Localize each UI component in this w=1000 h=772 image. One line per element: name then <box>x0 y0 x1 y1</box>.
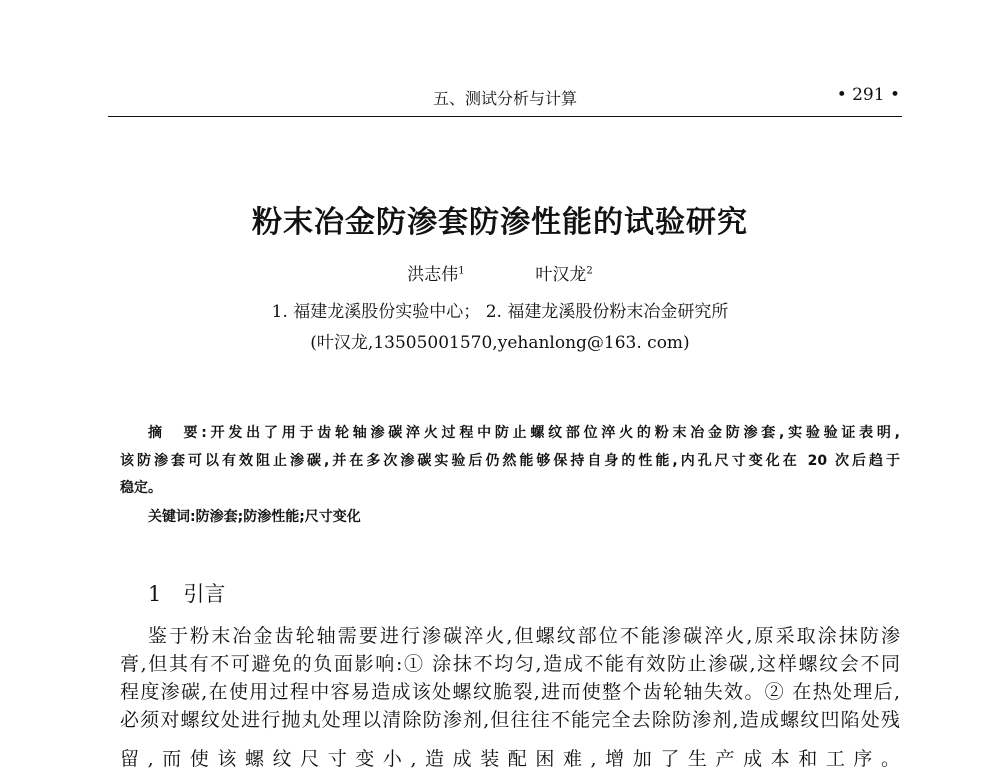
author-affil-mark: 2 <box>586 265 593 277</box>
abstract-line: 该防渗套可以有效阻止渗碳,并在多次渗碳实验后仍然能够保持自身的性能,内孔尺寸变化在 20 次后趋于 <box>120 453 900 469</box>
contact-info: (叶汉龙,13505001570,yehanlong@163. com) <box>310 333 690 353</box>
section-title: 引言 <box>183 582 226 606</box>
section-number: 1 <box>148 582 162 606</box>
section-heading <box>148 578 225 608</box>
author-affil-mark: 1 <box>458 265 465 277</box>
author-name: 洪志伟 <box>407 265 459 285</box>
body-line: 鉴于粉末冶金齿轮轴需要进行渗碳淬火,但螺纹部位不能渗碳淬火,原采取涂抹防渗 <box>148 625 900 647</box>
paper-title: 粉末冶金防渗套防渗性能的试验研究 <box>252 205 748 240</box>
abstract-line: 稳定。 <box>120 480 162 496</box>
body-line: 膏,但其有不可避免的负面影响:① 涂抹不均匀,造成不能有效防止渗碳,这样螺纹会不同 <box>120 653 900 675</box>
page-number: • 291 • <box>836 85 900 105</box>
body-line: 程度渗碳,在使用过程中容易造成该处螺纹脆裂,进而使整个齿轮轴失效。② 在热处理后, <box>120 681 900 703</box>
cut-off-line-wrapper <box>0 746 1000 770</box>
authors <box>0 260 1000 285</box>
body-line: 留,而使该螺纹尺寸变小,造成装配困难,增加了生产成本和工序。 <box>120 748 900 770</box>
running-header-section: 五、测试分析与计算 <box>432 89 577 108</box>
keywords: 关键词:防渗套;防渗性能;尺寸变化 <box>148 509 361 525</box>
body-line: 必须对螺纹处进行抛丸处理以清除防渗剂,但往往不能完全去除防渗剂,造成螺纹凹陷处残 <box>120 709 900 731</box>
author-name: 叶汉龙 <box>535 265 587 285</box>
header-rule <box>108 116 902 117</box>
affiliations: 1. 福建龙溪股份实验中心； 2. 福建龙溪股份粉末冶金研究所 <box>271 302 729 322</box>
abstract-line: 摘 要:开发出了用于齿轮轴渗碳淬火过程中防止螺纹部位淬火的粉末冶金防渗套,实验验证表明, <box>148 425 900 441</box>
